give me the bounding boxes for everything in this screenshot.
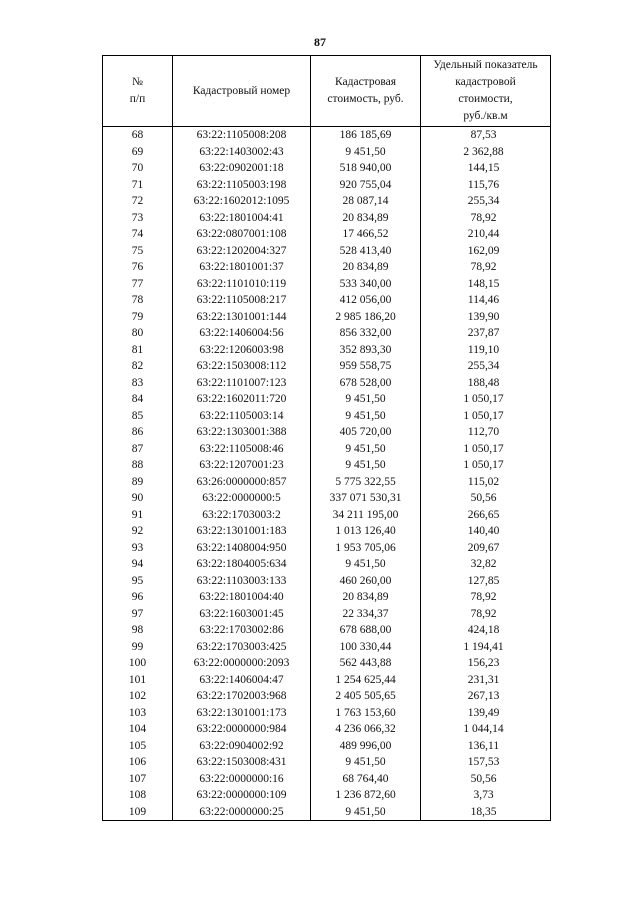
table-row [103,127,551,144]
row-number-cell: 99 [103,639,173,656]
cadastral-value-cell: 9 451,50 [311,556,421,573]
cadastral-number-cell: 63:22:1603001:45 [173,606,311,623]
cadastral-number-cell: 63:22:1105008:217 [173,292,311,309]
cadastral-value-cell: 518 940,00 [311,160,421,177]
cadastral-number-cell: 63:22:1703002:86 [173,622,311,639]
cadastral-number-cell: 63:22:0000000:5 [173,490,311,507]
specific-indicator-cell: 139,49 [421,705,551,722]
specific-indicator-cell: 231,31 [421,672,551,689]
specific-indicator-cell: 140,40 [421,523,551,540]
cadastral-value-cell: 489 996,00 [311,738,421,755]
row-number-cell: 72 [103,193,173,210]
table-row [103,507,551,524]
row-number-cell: 79 [103,309,173,326]
row-number-cell: 97 [103,606,173,623]
table-row [103,309,551,326]
cadastral-value-table [102,55,551,821]
cadastral-number-cell: 63:22:1101010:119 [173,276,311,293]
cadastral-number-cell: 63:22:1801004:40 [173,589,311,606]
table-row [103,210,551,227]
table-row [103,540,551,557]
specific-indicator-cell: 136,11 [421,738,551,755]
cadastral-number-cell: 63:22:1503008:112 [173,358,311,375]
cadastral-value-cell: 412 056,00 [311,292,421,309]
specific-indicator-cell: 255,34 [421,193,551,210]
table-row [103,523,551,540]
specific-indicator-cell: 188,48 [421,375,551,392]
table-row [103,490,551,507]
row-number-cell: 92 [103,523,173,540]
row-number-cell: 85 [103,408,173,425]
cadastral-value-cell: 68 764,40 [311,771,421,788]
cadastral-number-cell: 63:22:1301001:173 [173,705,311,722]
row-number-cell: 95 [103,573,173,590]
specific-indicator-cell: 237,87 [421,325,551,342]
cadastral-value-cell: 337 071 530,31 [311,490,421,507]
cadastral-value-cell: 9 451,50 [311,804,421,821]
row-number-cell: 104 [103,721,173,738]
header-specific-indicator: Удельный показатель кадастровой стоимости, руб./кв.м [421,56,551,127]
table-row [103,655,551,672]
specific-indicator-cell: 18,35 [421,804,551,821]
table-row [103,342,551,359]
cadastral-value-cell: 1 254 625,44 [311,672,421,689]
table-row [103,589,551,606]
table-row [103,474,551,491]
cadastral-number-cell: 63:22:1403002:43 [173,144,311,161]
row-number-cell: 91 [103,507,173,524]
table-row [103,457,551,474]
specific-indicator-cell: 209,67 [421,540,551,557]
row-number-cell: 90 [103,490,173,507]
table-row [103,556,551,573]
table-row [103,639,551,656]
specific-indicator-cell: 32,82 [421,556,551,573]
cadastral-number-cell: 63:22:1602012:1095 [173,193,311,210]
table-row [103,193,551,210]
header-row-number: № п/п [103,56,173,127]
table-row [103,375,551,392]
row-number-cell: 106 [103,754,173,771]
row-number-cell: 76 [103,259,173,276]
cadastral-value-cell: 9 451,50 [311,441,421,458]
row-number-cell: 81 [103,342,173,359]
row-number-cell: 86 [103,424,173,441]
cadastral-value-cell: 678 688,00 [311,622,421,639]
table-row [103,787,551,804]
specific-indicator-cell: 144,15 [421,160,551,177]
table-row [103,573,551,590]
table-row [103,804,551,821]
row-number-cell: 89 [103,474,173,491]
table-row [103,259,551,276]
row-number-cell: 88 [103,457,173,474]
specific-indicator-cell: 112,70 [421,424,551,441]
table-row [103,424,551,441]
specific-indicator-cell: 139,90 [421,309,551,326]
row-number-cell: 68 [103,127,173,144]
row-number-cell: 84 [103,391,173,408]
cadastral-number-cell: 63:22:1105008:46 [173,441,311,458]
cadastral-value-cell: 533 340,00 [311,276,421,293]
cadastral-number-cell: 63:22:1207001:23 [173,457,311,474]
specific-indicator-cell: 115,76 [421,177,551,194]
cadastral-value-cell: 1 013 126,40 [311,523,421,540]
table-row [103,325,551,342]
table-header-row [103,56,551,127]
row-number-cell: 100 [103,655,173,672]
table-row [103,243,551,260]
cadastral-value-cell: 9 451,50 [311,457,421,474]
specific-indicator-cell: 119,10 [421,342,551,359]
row-number-cell: 71 [103,177,173,194]
row-number-cell: 93 [103,540,173,557]
cadastral-value-cell: 352 893,30 [311,342,421,359]
row-number-cell: 98 [103,622,173,639]
row-number-cell: 87 [103,441,173,458]
specific-indicator-cell: 424,18 [421,622,551,639]
table-row [103,177,551,194]
table-row [103,292,551,309]
cadastral-number-cell: 63:22:1103003:133 [173,573,311,590]
cadastral-number-cell: 63:22:0904002:92 [173,738,311,755]
specific-indicator-cell: 1 050,17 [421,441,551,458]
cadastral-value-cell: 100 330,44 [311,639,421,656]
cadastral-number-cell: 63:22:1105003:14 [173,408,311,425]
specific-indicator-cell: 162,09 [421,243,551,260]
specific-indicator-cell: 1 050,17 [421,408,551,425]
row-number-cell: 73 [103,210,173,227]
cadastral-number-cell: 63:26:0000000:857 [173,474,311,491]
cadastral-value-cell: 9 451,50 [311,391,421,408]
table-row [103,441,551,458]
cadastral-number-cell: 63:22:1101007:123 [173,375,311,392]
specific-indicator-cell: 2 362,88 [421,144,551,161]
cadastral-number-cell: 63:22:1105008:208 [173,127,311,144]
cadastral-value-cell: 20 834,89 [311,210,421,227]
cadastral-number-cell: 63:22:1301001:144 [173,309,311,326]
cadastral-number-cell: 63:22:0807001:108 [173,226,311,243]
specific-indicator-cell: 1 050,17 [421,391,551,408]
row-number-cell: 102 [103,688,173,705]
cadastral-value-cell: 4 236 066,32 [311,721,421,738]
row-number-cell: 77 [103,276,173,293]
cadastral-value-cell: 20 834,89 [311,589,421,606]
specific-indicator-cell: 127,85 [421,573,551,590]
cadastral-number-cell: 63:22:0000000:16 [173,771,311,788]
row-number-cell: 96 [103,589,173,606]
cadastral-number-cell: 63:22:1406004:56 [173,325,311,342]
table-row [103,754,551,771]
specific-indicator-cell: 266,65 [421,507,551,524]
cadastral-value-cell: 22 334,37 [311,606,421,623]
cadastral-number-cell: 63:22:1602011:720 [173,391,311,408]
cadastral-number-cell: 63:22:1804005:634 [173,556,311,573]
specific-indicator-cell: 78,92 [421,210,551,227]
specific-indicator-cell: 255,34 [421,358,551,375]
specific-indicator-cell: 87,53 [421,127,551,144]
cadastral-number-cell: 63:22:1202004:327 [173,243,311,260]
specific-indicator-cell: 50,56 [421,771,551,788]
cadastral-value-cell: 562 443,88 [311,655,421,672]
cadastral-number-cell: 63:22:1801004:41 [173,210,311,227]
row-number-cell: 107 [103,771,173,788]
cadastral-value-cell: 1 763 153,60 [311,705,421,722]
table-row [103,276,551,293]
cadastral-number-cell: 63:22:0000000:25 [173,804,311,821]
cadastral-value-cell: 460 260,00 [311,573,421,590]
cadastral-number-cell: 63:22:1503008:431 [173,754,311,771]
cadastral-value-cell: 9 451,50 [311,408,421,425]
cadastral-value-cell: 17 466,52 [311,226,421,243]
row-number-cell: 82 [103,358,173,375]
row-number-cell: 94 [103,556,173,573]
specific-indicator-cell: 267,13 [421,688,551,705]
cadastral-value-cell: 2 405 505,65 [311,688,421,705]
specific-indicator-cell: 156,23 [421,655,551,672]
cadastral-value-cell: 856 332,00 [311,325,421,342]
cadastral-value-cell: 959 558,75 [311,358,421,375]
cadastral-value-cell: 28 087,14 [311,193,421,210]
table-row [103,408,551,425]
specific-indicator-cell: 1 044,14 [421,721,551,738]
row-number-cell: 70 [103,160,173,177]
row-number-cell: 78 [103,292,173,309]
row-number-cell: 105 [103,738,173,755]
table-body [103,127,551,821]
specific-indicator-cell: 148,15 [421,276,551,293]
header-cadastral-number: Кадастровый номер [173,56,311,127]
specific-indicator-cell: 1 194,41 [421,639,551,656]
cadastral-value-cell: 34 211 195,00 [311,507,421,524]
specific-indicator-cell: 210,44 [421,226,551,243]
specific-indicator-cell: 115,02 [421,474,551,491]
row-number-cell: 74 [103,226,173,243]
cadastral-value-cell: 528 413,40 [311,243,421,260]
cadastral-number-cell: 63:22:1303001:388 [173,424,311,441]
cadastral-number-cell: 63:22:0902001:18 [173,160,311,177]
table-row [103,226,551,243]
row-number-cell: 75 [103,243,173,260]
cadastral-number-cell: 63:22:0000000:2093 [173,655,311,672]
table-row [103,358,551,375]
cadastral-value-cell: 678 528,00 [311,375,421,392]
cadastral-value-cell: 405 720,00 [311,424,421,441]
cadastral-number-cell: 63:22:1702003:968 [173,688,311,705]
table-row [103,705,551,722]
cadastral-number-cell: 63:22:0000000:984 [173,721,311,738]
cadastral-number-cell: 63:22:1206003:98 [173,342,311,359]
row-number-cell: 80 [103,325,173,342]
cadastral-number-cell: 63:22:1703003:2 [173,507,311,524]
table-row [103,688,551,705]
cadastral-number-cell: 63:22:1406004:47 [173,672,311,689]
cadastral-value-cell: 2 985 186,20 [311,309,421,326]
cadastral-number-cell: 63:22:1408004:950 [173,540,311,557]
specific-indicator-cell: 78,92 [421,259,551,276]
cadastral-value-cell: 9 451,50 [311,144,421,161]
table-row [103,622,551,639]
cadastral-value-cell: 5 775 322,55 [311,474,421,491]
cadastral-value-cell: 1 953 705,06 [311,540,421,557]
cadastral-number-cell: 63:22:1801001:37 [173,259,311,276]
cadastral-value-cell: 1 236 872,60 [311,787,421,804]
specific-indicator-cell: 1 050,17 [421,457,551,474]
table-row [103,391,551,408]
cadastral-number-cell: 63:22:1703003:425 [173,639,311,656]
table-row [103,721,551,738]
table-row [103,606,551,623]
specific-indicator-cell: 3,73 [421,787,551,804]
table-row [103,672,551,689]
table-row [103,160,551,177]
table-row [103,771,551,788]
cadastral-number-cell: 63:22:1105003:198 [173,177,311,194]
specific-indicator-cell: 157,53 [421,754,551,771]
row-number-cell: 83 [103,375,173,392]
specific-indicator-cell: 78,92 [421,589,551,606]
cadastral-number-cell: 63:22:1301001:183 [173,523,311,540]
table-row [103,144,551,161]
cadastral-value-cell: 20 834,89 [311,259,421,276]
page-number: 87 [314,35,326,49]
specific-indicator-cell: 78,92 [421,606,551,623]
cadastral-value-cell: 9 451,50 [311,754,421,771]
cadastral-value-cell: 920 755,04 [311,177,421,194]
cadastral-number-cell: 63:22:0000000:109 [173,787,311,804]
row-number-cell: 108 [103,787,173,804]
table-row [103,738,551,755]
specific-indicator-cell: 114,46 [421,292,551,309]
row-number-cell: 109 [103,804,173,821]
row-number-cell: 101 [103,672,173,689]
header-cadastral-value: Кадастровая стоимость, руб. [311,56,421,127]
row-number-cell: 69 [103,144,173,161]
cadastral-value-cell: 186 185,69 [311,127,421,144]
row-number-cell: 103 [103,705,173,722]
specific-indicator-cell: 50,56 [421,490,551,507]
